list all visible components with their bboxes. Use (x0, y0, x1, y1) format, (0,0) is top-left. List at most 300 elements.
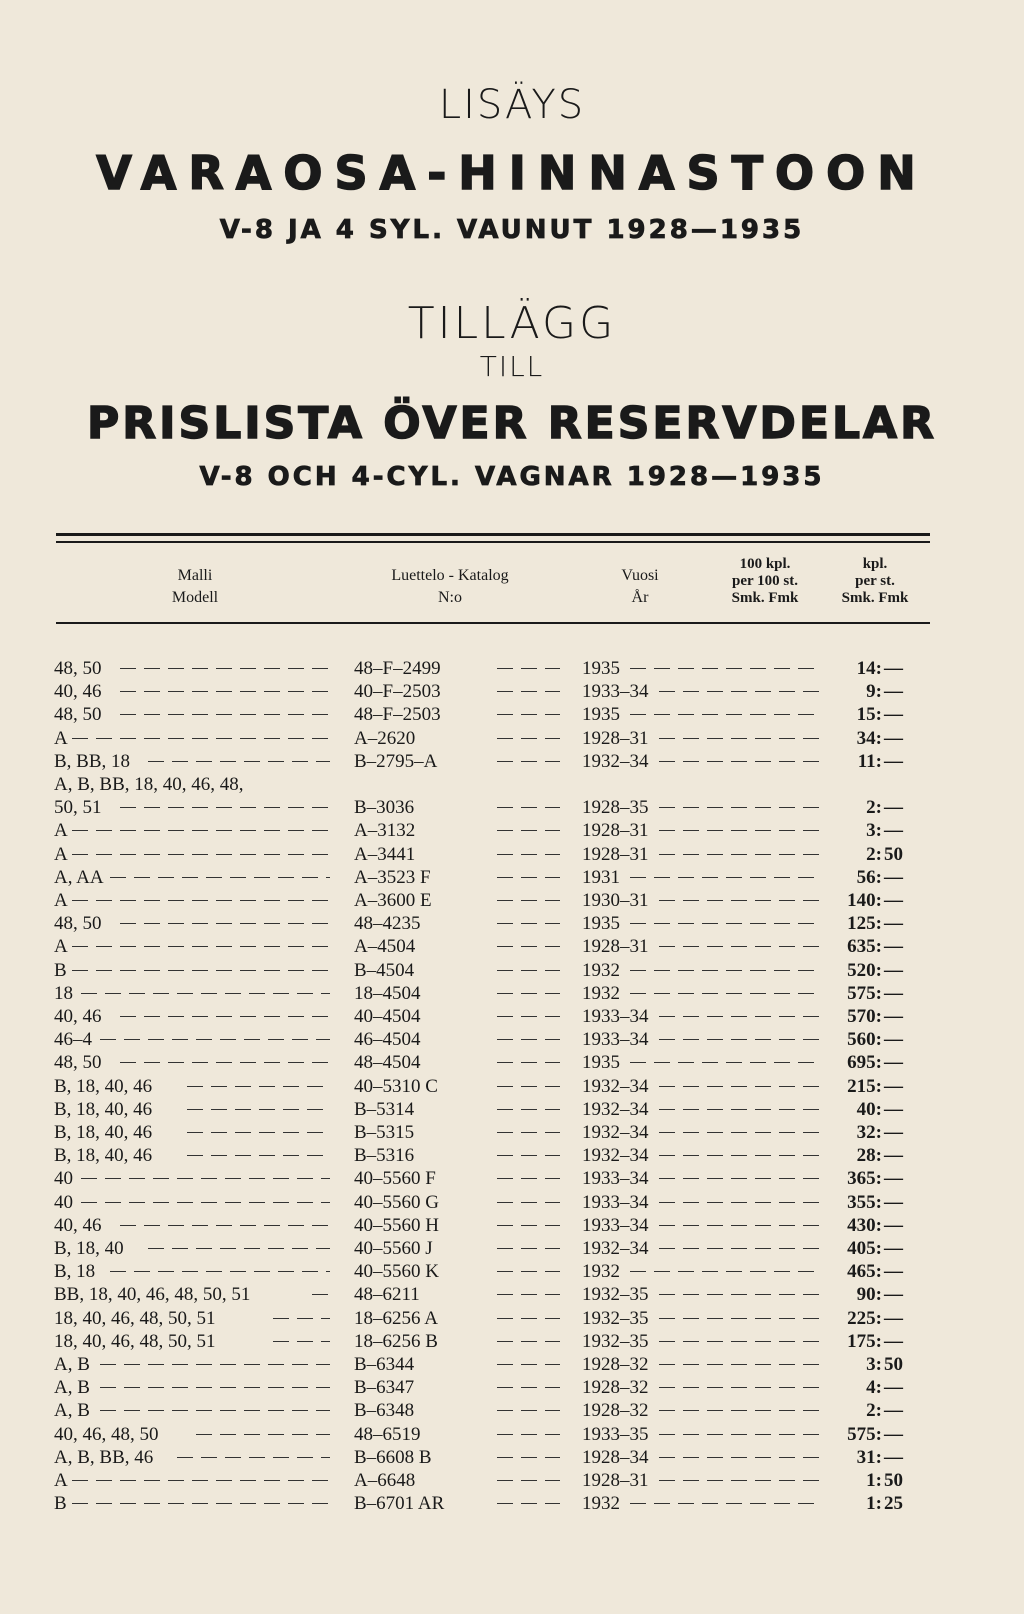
year-cell: 1930–31 (582, 890, 649, 911)
leader-dashes (497, 970, 560, 971)
model-cell: A, B (54, 1400, 90, 1422)
table-row (0, 1005, 1024, 1028)
leader-dashes (497, 1016, 560, 1017)
price-cell (820, 680, 928, 703)
year-cell: 1931 (582, 866, 620, 888)
price-cell (820, 819, 928, 842)
leader-dashes (72, 970, 330, 971)
price-markka: 575: (847, 982, 882, 1004)
price-markka: 15: (856, 704, 882, 726)
catalog-number-cell: B–6348 (354, 1400, 415, 1422)
catalog-number-cell: 40–5560 H (354, 1214, 439, 1236)
price-cell (820, 1051, 928, 1074)
leader-dashes (120, 691, 330, 692)
leader-dashes (659, 1364, 820, 1365)
catalog-number-cell: B–5316 (354, 1145, 415, 1167)
price-cell (820, 1098, 928, 1121)
table-row (0, 1353, 1024, 1376)
column-header-vuosi: Vuosi (621, 567, 659, 584)
leader-dashes (497, 1457, 560, 1458)
leader-dashes (659, 1202, 820, 1203)
catalog-number-cell: 40–5560 F (354, 1168, 436, 1190)
leader-dashes (497, 993, 560, 994)
leader-dashes (497, 1248, 560, 1249)
model-cell: 40 (54, 1191, 73, 1213)
price-cell (820, 982, 928, 1005)
leader-dashes (81, 1202, 330, 1203)
price-penni: — (884, 727, 903, 749)
leader-dashes (659, 1457, 820, 1458)
leader-dashes (312, 1294, 330, 1295)
price-markka: 28: (856, 1145, 882, 1167)
year-cell: 1932 (582, 959, 620, 981)
leader-dashes (196, 1434, 330, 1435)
year-cell: 1932 (582, 1261, 620, 1283)
leader-dashes (659, 1434, 820, 1435)
leader-dashes (497, 1086, 560, 1087)
leader-dashes (659, 1039, 820, 1040)
price-penni: — (884, 1168, 903, 1190)
leader-dashes (659, 761, 820, 762)
year-cell: 1932–34 (582, 750, 649, 772)
model-cell: A (54, 936, 68, 958)
price-penni: — (884, 936, 903, 958)
table-row (0, 1307, 1024, 1330)
price-cell (820, 843, 928, 866)
model-cell: A (54, 890, 68, 911)
leader-dashes (497, 1294, 560, 1295)
leader-dashes (497, 1155, 560, 1156)
model-cell: B, 18, 40, 46 (54, 1098, 153, 1120)
price-penni: — (884, 1006, 903, 1027)
header-rule-bottom (56, 622, 930, 624)
price-cell (820, 1283, 928, 1306)
catalog-number-cell: 40–5560 J (354, 1238, 433, 1259)
price-markka: 465: (847, 1261, 882, 1283)
price-penni: 50 (884, 843, 903, 865)
leader-dashes (497, 1434, 560, 1435)
model-cell: 40, 46 (54, 681, 102, 703)
table-row (0, 1051, 1024, 1074)
leader-dashes (659, 1248, 820, 1249)
price-penni: — (884, 982, 903, 1004)
price-markka: 56: (856, 866, 882, 888)
table-row (0, 819, 1024, 842)
model-cell: A (54, 1470, 68, 1491)
price-markka: 1: (866, 1470, 882, 1491)
price-cell (820, 1469, 928, 1492)
price-cell (820, 1376, 928, 1399)
column-header-modell: Modell (171, 589, 219, 606)
price100-line1: 100 kpl. (739, 556, 791, 572)
year-cell: 1932–34 (582, 1122, 649, 1143)
price-penni: — (884, 1238, 903, 1259)
price-markka: 34: (856, 727, 882, 749)
price-cell (820, 959, 928, 982)
price-penni: — (884, 797, 903, 819)
price-penni: — (884, 1423, 903, 1445)
price100-line3: Smk. Fmk (731, 590, 799, 606)
leader-dashes (100, 1364, 330, 1365)
leader-dashes (497, 1039, 560, 1040)
table-row (0, 1028, 1024, 1051)
leader-dashes (659, 1294, 820, 1295)
table-row (0, 1098, 1024, 1121)
leader-dashes (497, 1132, 560, 1133)
header-rule-top-thin (56, 541, 930, 543)
model-cell: 50, 51 (54, 797, 102, 819)
year-cell: 1928–35 (582, 797, 649, 819)
leader-dashes (659, 691, 820, 692)
leader-dashes (659, 1387, 820, 1388)
column-header-nro: N:o (438, 589, 462, 606)
catalog-number-cell: A–3441 (354, 843, 416, 865)
year-cell: 1932 (582, 1493, 620, 1515)
leader-dashes (120, 1016, 330, 1017)
year-cell: 1928–32 (582, 1354, 649, 1375)
year-cell: 1933–34 (582, 1191, 649, 1213)
catalog-number-cell: 48–4504 (354, 1052, 421, 1074)
column-header-model (140, 565, 250, 609)
model-cell: A (54, 820, 68, 842)
price-cell (820, 889, 928, 912)
leader-dashes (630, 923, 820, 924)
price-penni: — (884, 1284, 903, 1306)
table-row (0, 680, 1024, 703)
price-markka: 355: (847, 1191, 882, 1213)
leader-dashes (659, 946, 820, 947)
year-cell: 1932–35 (582, 1307, 649, 1329)
leader-dashes (497, 1480, 560, 1481)
table-row (0, 1492, 1024, 1515)
leader-dashes (630, 1503, 820, 1504)
leader-dashes (659, 1086, 820, 1087)
model-cell: 18, 40, 46, 48, 50, 51 (54, 1330, 216, 1352)
catalog-number-cell: 48–6211 (354, 1284, 420, 1306)
price-markka: 32: (856, 1122, 882, 1143)
header-rule-top (56, 533, 930, 536)
price-markka: 365: (847, 1168, 882, 1190)
leader-dashes (81, 1178, 330, 1179)
table-row (0, 1121, 1024, 1144)
leader-dashes (497, 1202, 560, 1203)
catalog-number-cell: B–6347 (354, 1377, 415, 1399)
model-cell: 48, 50 (54, 658, 102, 679)
model-cell: B, 18, 40, 46 (54, 1122, 153, 1143)
catalog-number-cell: A–3132 (354, 820, 416, 842)
price-cell (820, 1307, 928, 1330)
price-markka: 3: (866, 1354, 882, 1375)
price-penni: — (884, 1307, 903, 1329)
leader-dashes (120, 1225, 330, 1226)
leader-dashes (497, 1364, 560, 1365)
table-row (0, 935, 1024, 958)
price-penni: — (884, 681, 903, 703)
catalog-number-cell: B–6701 AR (354, 1493, 445, 1515)
leader-dashes (497, 668, 560, 669)
year-cell: 1933–34 (582, 1214, 649, 1236)
price-markka: 125: (847, 913, 882, 935)
model-cell: B, 18, 40, 46 (54, 1075, 153, 1097)
year-cell: 1928–31 (582, 936, 649, 958)
model-cell: A, AA (54, 866, 104, 888)
leader-dashes (497, 854, 560, 855)
price-cell (820, 1191, 928, 1214)
leader-dashes (72, 946, 330, 947)
price-penni: — (884, 959, 903, 981)
table-row (0, 1167, 1024, 1190)
price-cell (820, 935, 928, 958)
price-penni: — (884, 704, 903, 726)
leader-dashes (497, 1318, 560, 1319)
leader-dashes (659, 854, 820, 855)
model-cell: B, 18, 40 (54, 1238, 124, 1259)
heading-varaosa-hinnastoon: VARAOSA-HINNASTOON (96, 146, 928, 200)
priceone-line3: Smk. Fmk (841, 590, 909, 606)
model-cell: B, 18, 40, 46 (54, 1145, 153, 1167)
year-cell: 1935 (582, 1052, 620, 1074)
table-row (0, 889, 1024, 912)
year-cell: 1933–34 (582, 1006, 649, 1027)
price-markka: 2: (866, 843, 882, 865)
leader-dashes (659, 1480, 820, 1481)
catalog-number-cell: 40–F–2503 (354, 681, 441, 703)
price-penni: — (884, 890, 903, 911)
heading-lisays: LISÄYS (438, 82, 586, 128)
price-markka: 635: (847, 936, 882, 958)
table-row (0, 703, 1024, 726)
model-cell: A, B (54, 1354, 90, 1375)
catalog-number-cell: B–6608 B (354, 1446, 432, 1468)
price-cell (820, 1330, 928, 1353)
table-row (0, 982, 1024, 1005)
catalog-number-cell: B–5315 (354, 1122, 415, 1143)
year-cell: 1928–32 (582, 1377, 649, 1399)
model-cell: B, BB, 18 (54, 750, 131, 772)
year-cell: 1932–34 (582, 1145, 649, 1167)
price-penni: — (884, 658, 903, 679)
price-cell (820, 1446, 928, 1469)
leader-dashes (659, 1410, 820, 1411)
column-header-ar: År (631, 589, 649, 606)
year-cell: 1933–34 (582, 681, 649, 703)
catalog-number-cell: A–6648 (354, 1470, 416, 1491)
priceone-line1: kpl. (862, 556, 888, 572)
leader-dashes (659, 738, 820, 739)
leader-dashes (81, 993, 330, 994)
leader-dashes (659, 1225, 820, 1226)
leader-dashes (497, 1387, 560, 1388)
year-cell: 1928–31 (582, 1470, 649, 1491)
table-row (0, 1446, 1024, 1469)
leader-dashes (497, 1062, 560, 1063)
price-cell (820, 703, 928, 726)
price-penni: — (884, 1191, 903, 1213)
catalog-number-cell: 48–6519 (354, 1423, 421, 1445)
catalog-number-cell: B–2795–A (354, 750, 438, 772)
leader-dashes (659, 900, 820, 901)
price-markka: 14: (856, 658, 882, 679)
price-penni: — (884, 1330, 903, 1352)
table-row (0, 959, 1024, 982)
price-cell (820, 1260, 928, 1283)
leader-dashes (497, 1109, 560, 1110)
price-penni: 50 (884, 1470, 903, 1491)
model-cell: 18, 40, 46, 48, 50, 51 (54, 1307, 216, 1329)
catalog-number-cell: 46–4504 (354, 1029, 421, 1051)
catalog-number-cell: 40–5560 K (354, 1261, 439, 1283)
price-penni: — (884, 1098, 903, 1120)
price100-line2: per 100 st. (732, 573, 798, 589)
column-header-price-each (825, 556, 925, 607)
year-cell: 1932–34 (582, 1238, 649, 1259)
price-markka: 11: (857, 750, 882, 772)
table-row (0, 1376, 1024, 1399)
price-markka: 570: (847, 1006, 882, 1027)
catalog-number-cell: A–4504 (354, 936, 416, 958)
price-penni: — (884, 750, 903, 772)
model-cell: A, B (54, 1377, 90, 1399)
leader-dashes (100, 1410, 330, 1411)
leader-dashes (497, 923, 560, 924)
leader-dashes (659, 1016, 820, 1017)
leader-dashes (100, 1039, 330, 1040)
price-markka: 215: (847, 1075, 882, 1097)
price-cell (820, 912, 928, 935)
price-penni: — (884, 1446, 903, 1468)
leader-dashes (497, 1410, 560, 1411)
table-row (0, 1237, 1024, 1260)
leader-dashes (72, 1503, 330, 1504)
table-row (0, 1330, 1024, 1353)
model-cell: A (54, 727, 68, 749)
price-penni: — (884, 913, 903, 935)
catalog-number-cell: A–3600 E (354, 890, 432, 911)
leader-dashes (187, 1086, 330, 1087)
table-row (0, 1469, 1024, 1492)
price-cell (820, 1353, 928, 1376)
table-row (0, 750, 1024, 773)
leader-dashes (497, 761, 560, 762)
leader-dashes (497, 714, 560, 715)
leader-dashes (630, 714, 820, 715)
leader-dashes (72, 738, 330, 739)
leader-dashes (659, 1132, 820, 1133)
column-header-price-100 (715, 556, 815, 607)
leader-dashes (497, 1178, 560, 1179)
year-cell: 1928–34 (582, 1446, 649, 1468)
leader-dashes (100, 1387, 330, 1388)
model-cell: B (54, 1493, 67, 1515)
table-row (0, 1283, 1024, 1306)
leader-dashes (497, 946, 560, 947)
model-cell: A (54, 843, 68, 865)
catalog-number-cell: B–5314 (354, 1098, 415, 1120)
price-penni: — (884, 1145, 903, 1167)
leader-dashes (72, 830, 330, 831)
price-penni: — (884, 1377, 903, 1399)
column-header-luettelo: Luettelo - Katalog (391, 567, 509, 584)
leader-dashes (497, 691, 560, 692)
price-markka: 9: (866, 681, 882, 703)
year-cell: 1932–34 (582, 1098, 649, 1120)
year-cell: 1928–31 (582, 820, 649, 842)
price-cell (820, 1005, 928, 1028)
year-cell: 1928–31 (582, 727, 649, 749)
price-penni: — (884, 1122, 903, 1143)
table-row (0, 1075, 1024, 1098)
leader-dashes (110, 877, 330, 878)
catalog-number-cell: 48–F–2499 (354, 658, 441, 679)
leader-dashes (273, 1318, 330, 1319)
leader-dashes (659, 830, 820, 831)
model-cell: 40 (54, 1168, 73, 1190)
price-cell (820, 1028, 928, 1051)
price-penni: — (884, 820, 903, 842)
price-markka: 405: (847, 1238, 882, 1259)
catalog-number-cell: A–3523 F (354, 866, 431, 888)
leader-dashes (120, 714, 330, 715)
price-markka: 520: (847, 959, 882, 981)
heading-tillagg: TILLÄGG (407, 298, 617, 349)
price-markka: 575: (847, 1423, 882, 1445)
heading-prislista: PRISLISTA ÖVER RESERVDELAR (87, 398, 937, 449)
table-row (0, 727, 1024, 750)
leader-dashes (497, 1341, 560, 1342)
price-cell (820, 727, 928, 750)
year-cell: 1935 (582, 913, 620, 935)
year-cell: 1933–34 (582, 1168, 649, 1190)
price-markka: 695: (847, 1052, 882, 1074)
price-cell (820, 1214, 928, 1237)
leader-dashes (659, 807, 820, 808)
leader-dashes (630, 1062, 820, 1063)
model-cell: 40, 46, 48, 50 (54, 1423, 159, 1445)
price-cell (820, 1423, 928, 1446)
leader-dashes (659, 1341, 820, 1342)
model-cell: A, B, BB, 18, 40, 46, 48, (54, 774, 244, 795)
catalog-number-cell: 18–6256 B (354, 1330, 438, 1352)
leader-dashes (148, 1248, 330, 1249)
leader-dashes (497, 807, 560, 808)
catalog-number-cell: 40–4504 (354, 1006, 421, 1027)
price-penni: — (884, 1261, 903, 1283)
price-markka: 175: (847, 1330, 882, 1352)
table-row (0, 1191, 1024, 1214)
price-markka: 1: (866, 1493, 882, 1515)
catalog-number-cell: B–3036 (354, 797, 415, 819)
price-cell (820, 1144, 928, 1167)
leader-dashes (273, 1341, 330, 1342)
column-header-year (590, 565, 690, 609)
price-penni: — (884, 1075, 903, 1097)
leader-dashes (659, 1109, 820, 1110)
catalog-number-cell: 18–4504 (354, 982, 421, 1004)
year-cell: 1932–35 (582, 1284, 649, 1306)
leader-dashes (72, 900, 330, 901)
catalog-number-cell: 18–6256 A (354, 1307, 438, 1329)
price-markka: 140: (847, 890, 882, 911)
leader-dashes (72, 854, 330, 855)
model-cell: B (54, 959, 67, 981)
year-cell: 1933–34 (582, 1029, 649, 1051)
subtitle-finnish: V-8 JA 4 SYL. VAUNUT 1928—1935 (219, 215, 805, 245)
price-cell (820, 866, 928, 889)
year-cell: 1935 (582, 658, 620, 679)
leader-dashes (630, 970, 820, 971)
subtitle-swedish: V-8 OCH 4-CYL. VAGNAR 1928—1935 (199, 462, 825, 492)
leader-dashes (497, 1225, 560, 1226)
